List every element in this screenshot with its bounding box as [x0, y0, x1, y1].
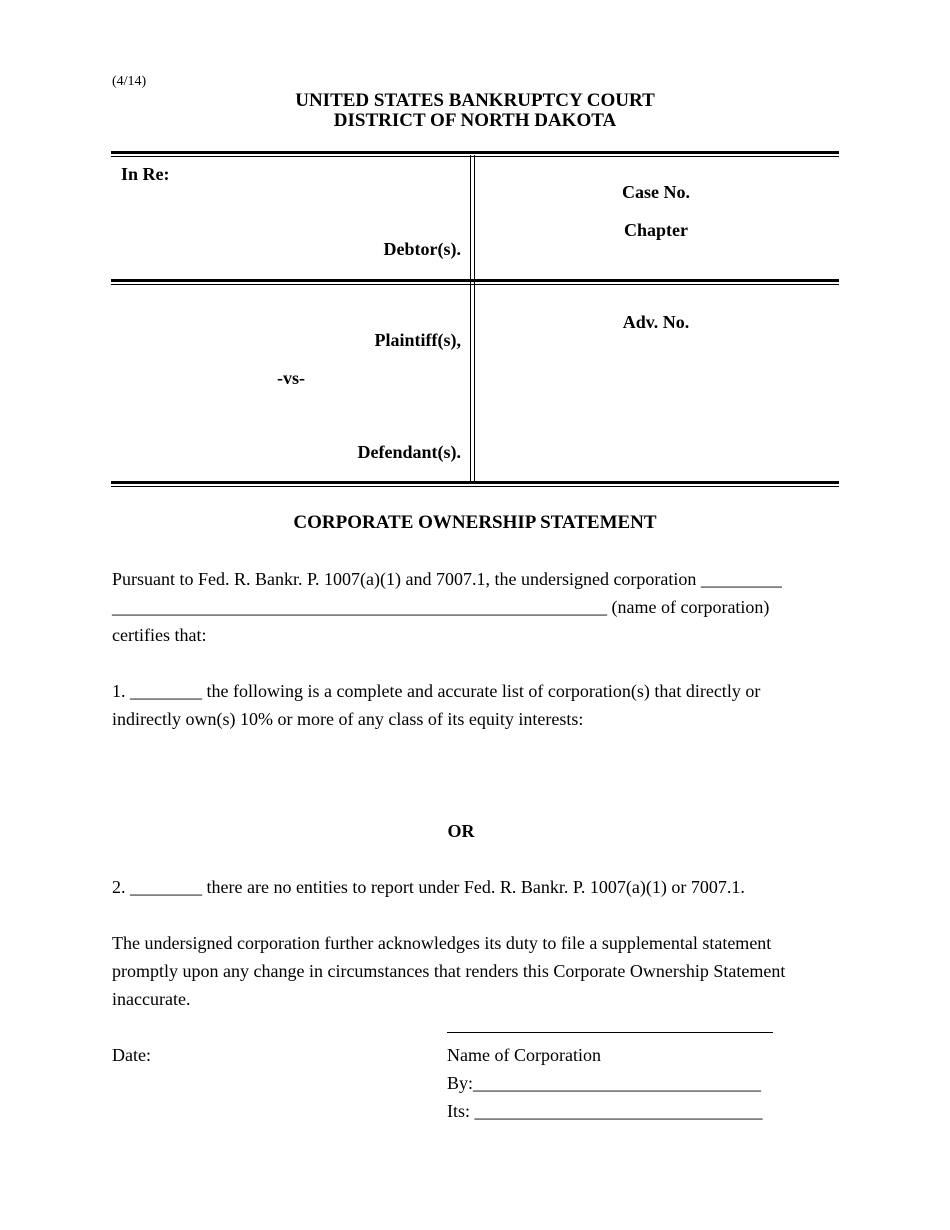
caption-top-rule: [111, 151, 839, 157]
caption-middle-rule: [111, 279, 839, 285]
by-signature-line: By:________________________________: [447, 1073, 762, 1093]
option-1-line-2: indirectly own(s) 10% or more of any class of its equity interests:: [112, 709, 584, 729]
vs-label: -vs-: [277, 368, 305, 388]
option-2: 2. ________ there are no entities to report under Fed. R. Bankr. P. 1007(a)(1) or 7007.1.: [112, 877, 745, 897]
name-of-corporation-label: Name of Corporation: [447, 1045, 601, 1065]
in-re-label: In Re:: [121, 164, 170, 184]
or-separator: OR: [447, 821, 475, 841]
debtors-label: Debtor(s).: [383, 239, 461, 259]
case-no-label: Case No.: [622, 182, 690, 202]
defendants-label: Defendant(s).: [357, 442, 461, 462]
acknowledgment-line-1: The undersigned corporation further acknowledges its duty to file a supplemental statement: [112, 933, 772, 953]
court-district: DISTRICT OF NORTH DAKOTA: [333, 110, 617, 131]
court-name: UNITED STATES BANKRUPTCY COURT: [295, 90, 655, 111]
option-1-line-1: 1. ________ the following is a complete and accurate list of corporation(s) that directly or: [112, 681, 761, 701]
date-label: Date:: [112, 1045, 151, 1065]
acknowledgment-line-3: inaccurate.: [112, 989, 191, 1009]
caption-bottom-rule: [111, 481, 839, 487]
document-title: CORPORATE OWNERSHIP STATEMENT: [293, 512, 657, 533]
adv-no-label: Adv. No.: [622, 312, 690, 332]
acknowledgment-line-2: promptly upon any change in circumstances that renders this Corporate Ownership Statement: [112, 961, 786, 981]
form-revision: (4/14): [112, 74, 147, 89]
intro-line-1: Pursuant to Fed. R. Bankr. P. 1007(a)(1) and 7007.1, the undersigned corporation _________: [112, 569, 782, 589]
corporation-signature-line: [447, 1032, 773, 1033]
its-title-line: Its: ________________________________: [447, 1101, 763, 1121]
plaintiffs-label: Plaintiff(s),: [374, 330, 461, 350]
intro-line-2: _______________________________________________________ (name of corporation): [112, 597, 770, 617]
intro-line-3: certifies that:: [112, 625, 207, 645]
chapter-label: Chapter: [624, 220, 688, 240]
